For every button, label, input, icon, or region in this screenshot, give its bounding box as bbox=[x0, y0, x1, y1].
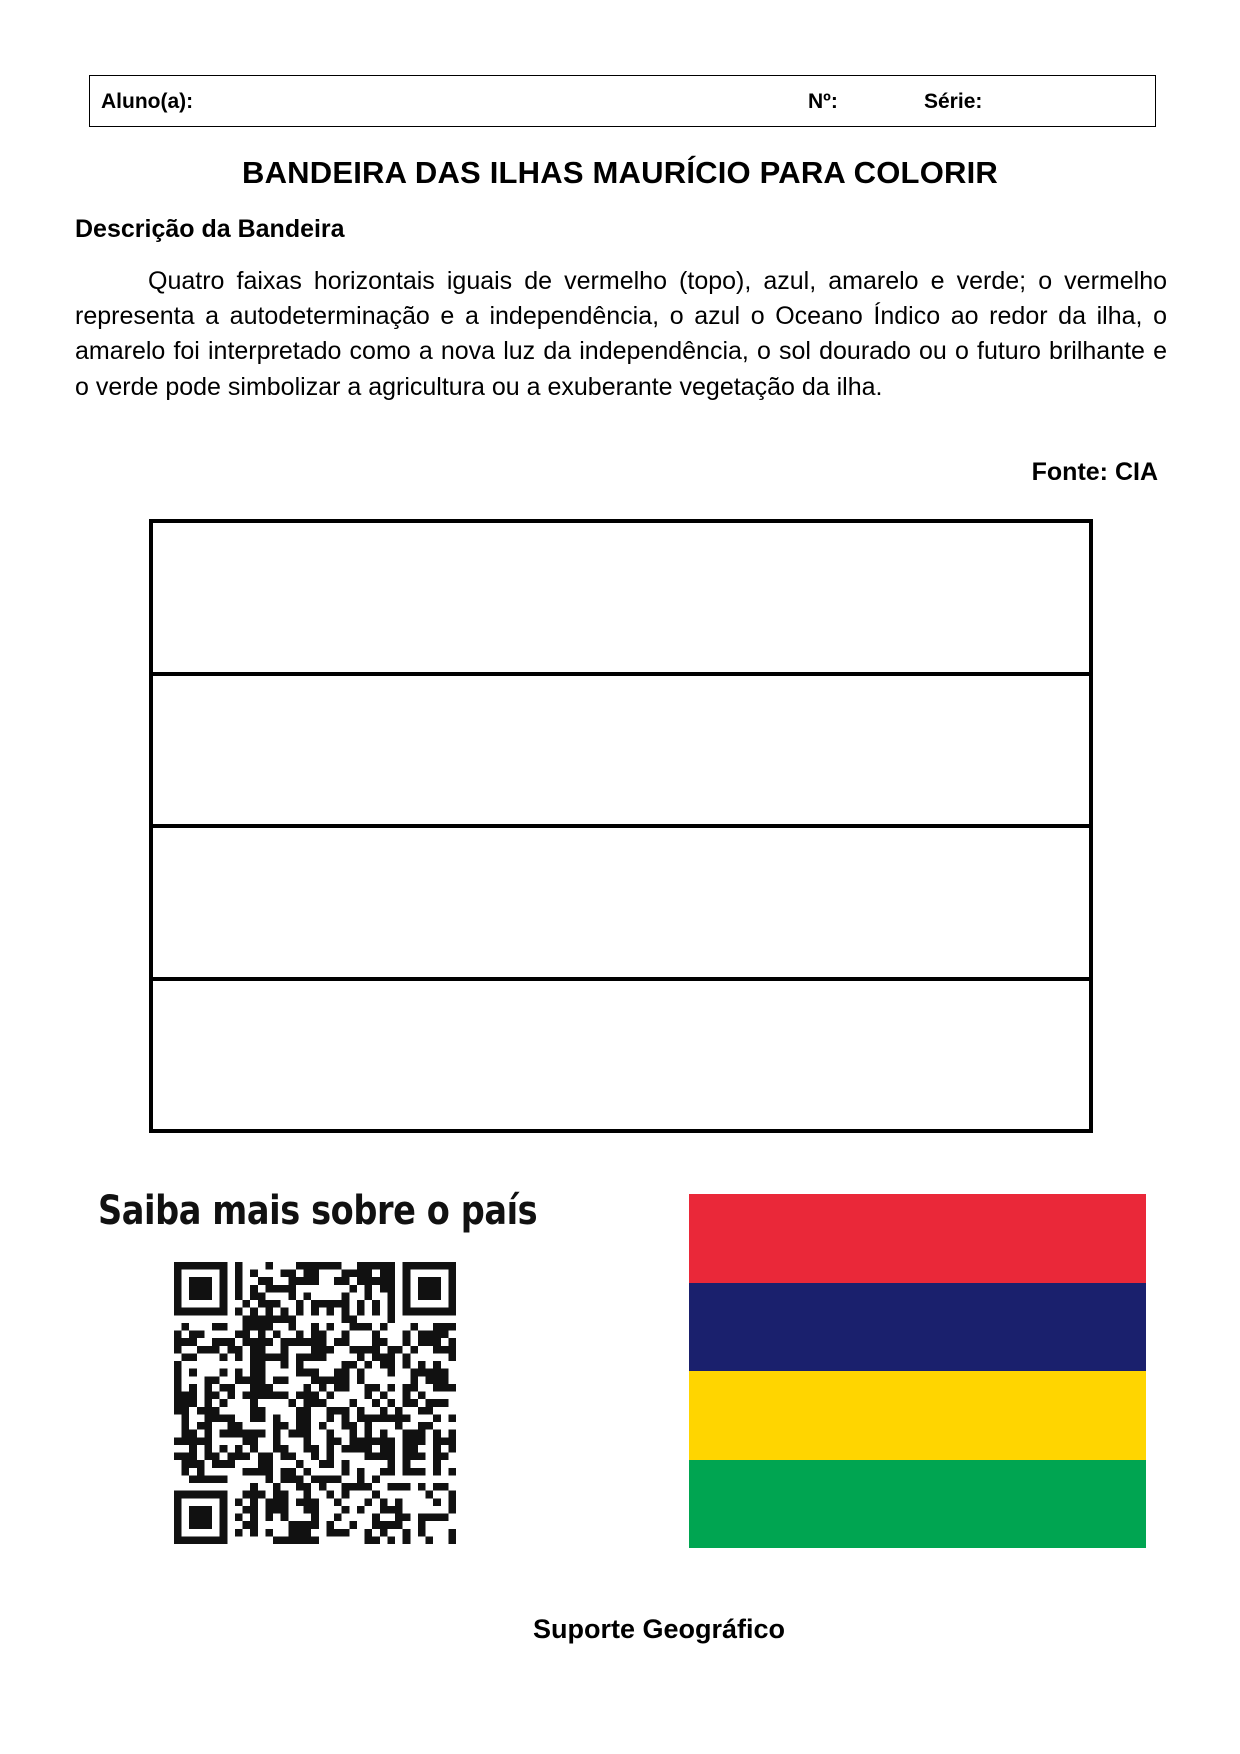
flag-band-blue bbox=[689, 1283, 1146, 1372]
coloring-flag-outline bbox=[149, 519, 1093, 1133]
student-name-label: Aluno(a): bbox=[101, 90, 194, 113]
flag-band-red bbox=[689, 1194, 1146, 1283]
flag-band-green bbox=[689, 1460, 1146, 1549]
coloring-stripe-3 bbox=[153, 824, 1089, 977]
student-grade-label: Série: bbox=[924, 90, 983, 113]
qr-finder-center-3 bbox=[189, 1506, 212, 1529]
qr-modules bbox=[174, 1262, 456, 1544]
coloring-stripe-1 bbox=[153, 523, 1089, 672]
qr-code-icon[interactable] bbox=[174, 1262, 456, 1544]
footer-credit: Suporte Geográfico bbox=[532, 1614, 786, 1644]
page-title: BANDEIRA DAS ILHAS MAURÍCIO PARA COLORIR bbox=[241, 155, 998, 190]
source-citation: Fonte: CIA bbox=[1031, 458, 1158, 486]
flag-band-yellow bbox=[689, 1371, 1146, 1460]
student-number-label: Nº: bbox=[808, 90, 838, 113]
coloring-stripe-2 bbox=[153, 672, 1089, 825]
qr-finder-center-2 bbox=[418, 1277, 441, 1300]
description-text: Quatro faixas horizontais iguais de vermelho (topo), azul, amarelo e verde; o vermelho representa a autodeterminação e a independência, o azul o Oceano Índico ao redor da ilha, o amarelo foi interpretado como a nova luz da independência, o sol dourado ou o futuro brilhante e o verde pode simbolizar a agricultura ou a exuberante vegetação da ilha. bbox=[75, 267, 1167, 401]
student-info-box bbox=[89, 75, 1156, 127]
mauritius-flag bbox=[689, 1194, 1146, 1548]
qr-finder-center-1 bbox=[189, 1277, 212, 1300]
learn-more-heading: Saiba mais sobre o país bbox=[98, 1188, 538, 1234]
description-heading: Descrição da Bandeira bbox=[75, 215, 345, 243]
coloring-stripe-4 bbox=[153, 977, 1089, 1130]
